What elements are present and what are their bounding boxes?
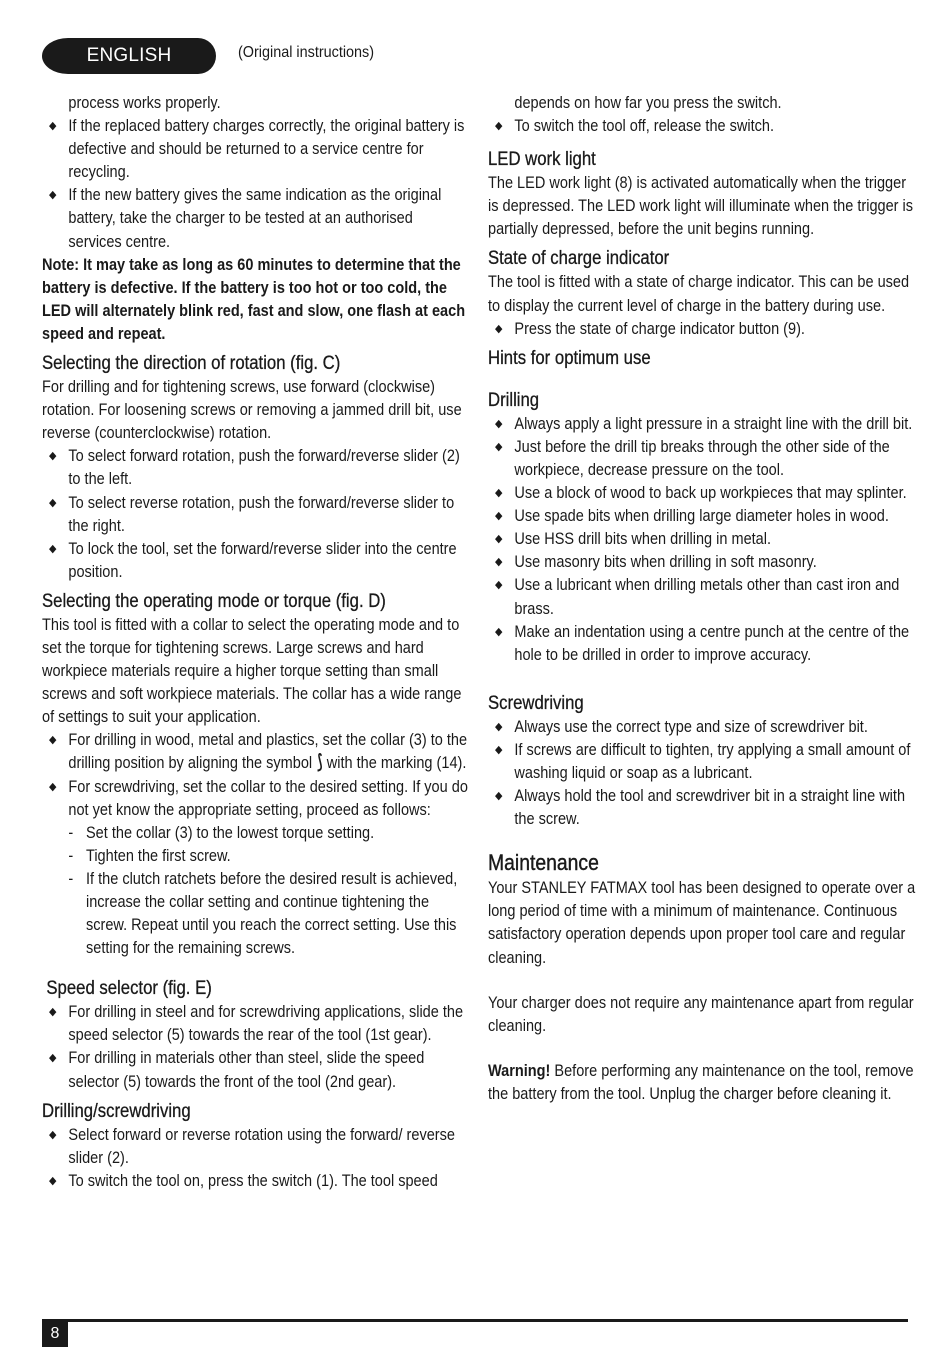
step-item: - Tighten the first screw. xyxy=(42,845,470,868)
drilling-list xyxy=(488,413,918,667)
drill-symbol-icon: ⟆ xyxy=(316,752,323,774)
switch-list xyxy=(488,115,918,138)
list-item: ◆ Just before the drill tip breaks through the other side of the workpiece, decrease pressure on the tool. xyxy=(495,437,890,479)
bullet-icon: ◆ xyxy=(495,579,503,592)
bullet-icon: ◆ xyxy=(495,322,503,335)
bullet-icon: ◆ xyxy=(49,1174,57,1187)
right-column xyxy=(488,92,918,1106)
list-item: ◆ Press the state of charge indicator button (9). xyxy=(488,318,918,341)
list-item: ◆ To switch the tool off, release the switch. xyxy=(488,115,918,138)
language-badge: ENGLISH xyxy=(42,38,216,74)
charge-heading: State of charge indicator xyxy=(488,248,670,270)
mode-text: This tool is fitted with a collar to select the operating mode and to set the torque for tightening screws. Large screws and hard workpiece materials require a higher torque setting than small screws and soft workpiece materials. The collar has a wide range of settings to suit your application. xyxy=(42,615,462,727)
bullet-icon: ◆ xyxy=(495,533,503,546)
bullet-icon: ◆ xyxy=(495,417,503,430)
hints-heading: Hints for optimum use xyxy=(488,347,651,369)
dash-icon: - xyxy=(68,823,74,842)
bullet-icon: ◆ xyxy=(495,487,503,500)
screwdriving-heading: Screwdriving xyxy=(488,692,584,714)
list-item: ◆ Always use the correct type and size of screwdriver bit. xyxy=(488,716,918,739)
led-heading: LED work light xyxy=(488,149,596,171)
bullet-icon: ◆ xyxy=(49,189,57,202)
dash-icon: - xyxy=(68,869,74,888)
maintenance-heading: Maintenance xyxy=(488,850,599,876)
led-text: The LED work light (8) is activated automatically when the trigger is depressed. The LED work light will illuminate when the trigger is partially depressed, before the unit begins running. xyxy=(488,174,914,239)
rotation-heading: Selecting the direction of rotation (fig. C) xyxy=(42,353,341,375)
bullet-icon: ◆ xyxy=(49,496,57,509)
bullet-icon: ◆ xyxy=(49,1128,57,1141)
bullet-icon: ◆ xyxy=(49,734,57,747)
bullet-icon: ◆ xyxy=(49,542,57,555)
dash-icon: - xyxy=(68,846,74,865)
list-item: ◆ Make an indentation using a centre punch at the centre of the hole to be drilled in order to improve accuracy. xyxy=(495,622,910,664)
continued-text: depends on how far you press the switch. xyxy=(514,94,782,112)
step-item: - Set the collar (3) to the lowest torque setting. xyxy=(42,822,470,845)
bullet-icon: ◆ xyxy=(495,120,503,133)
list-item: ◆ To switch the tool on, press the switch (1). The tool speed xyxy=(42,1170,470,1193)
bullet-icon: ◆ xyxy=(495,510,503,523)
left-column xyxy=(42,92,470,1193)
page-number: 8 xyxy=(42,1321,68,1347)
charger-maintenance-text: Your charger does not require any maintenance apart from regular cleaning. xyxy=(488,993,914,1035)
speed-list xyxy=(42,1001,470,1093)
list-item: ◆ For drilling in steel and for screwdriving applications, slide the speed selector (5) towards the rear of the tool (1st gear). xyxy=(49,1003,464,1045)
list-item: ◆ Always apply a light pressure in a straight line with the drill bit. xyxy=(488,413,918,436)
list-item: ◆ For drilling in materials other than steel, slide the speed selector (5) towards the front of the tool (2nd gear). xyxy=(49,1049,425,1091)
warning-text: Warning! Before performing any maintenance on the tool, remove the battery from the tool. Unplug the charger before cleaning it. xyxy=(488,1061,914,1103)
charge-list xyxy=(488,318,918,341)
bullet-icon: ◆ xyxy=(49,780,57,793)
bullet-icon: ◆ xyxy=(49,1052,57,1065)
drilling-screwdriving-heading: Drilling/screwdriving xyxy=(42,1100,191,1122)
step-item: - If the clutch ratchets before the desired result is achieved, increase the collar setting and continue tightening the screw. Repeat until you reach the correct setting. Use this setting for the remaining screws. xyxy=(68,869,458,958)
list-item: ◆ If the new battery gives the same indication as the original battery, take the charger to be tested at an authorised services centre. xyxy=(49,186,442,251)
speed-heading: Speed selector (fig. E) xyxy=(46,978,212,1000)
list-item: ◆ To lock the tool, set the forward/reverse slider into the centre position. xyxy=(49,539,457,581)
list-item: ◆ If the replaced battery charges correctly, the original battery is defective and should be returned to a service centre for recycling. xyxy=(49,117,465,182)
bullet-icon: ◆ xyxy=(495,556,503,569)
list-item: ◆ For screwdriving, set the collar to the desired setting. If you do not yet know the appropriate setting, proceed as follows: xyxy=(49,777,468,819)
list-item: ◆ Use a lubricant when drilling metals other than cast iron and brass. xyxy=(495,576,900,618)
footer-rule xyxy=(42,1319,908,1322)
list-item: ◆ If screws are difficult to tighten, try applying a small amount of washing liquid or soap as a lubricant. xyxy=(495,740,911,782)
charge-text: The tool is fitted with a state of charge indicator. This can be used to display the current level of charge in the battery during use. xyxy=(488,273,910,315)
list-item: ◆ For drilling in wood, metal and plastics, set the collar (3) to the drilling position by aligning the symbol ⟆ with the marking (14). xyxy=(49,731,468,774)
list-item: ◆ To select reverse rotation, push the forward/reverse slider to the right. xyxy=(49,493,455,535)
list-item: ◆ Use HSS drill bits when drilling in metal. xyxy=(488,528,918,551)
warning-label: Warning! xyxy=(488,1061,551,1080)
battery-test-list xyxy=(42,115,470,254)
drilling-screwdriving-list xyxy=(42,1124,470,1193)
bullet-icon: ◆ xyxy=(49,120,57,133)
list-item: ◆ Use spade bits when drilling large diameter holes in wood. xyxy=(488,505,918,528)
bullet-icon: ◆ xyxy=(495,720,503,733)
mode-heading: Selecting the operating mode or torque (fig. D) xyxy=(42,590,386,612)
bullet-icon: ◆ xyxy=(49,1006,57,1019)
continued-text: process works properly. xyxy=(68,94,221,112)
bullet-icon: ◆ xyxy=(495,790,503,803)
maintenance-text: Your STANLEY FATMAX tool has been designed to operate over a long period of time with a minimum of maintenance. Continuous satisfactory operation depends upon proper tool care and regular cleaning. xyxy=(488,879,916,967)
bullet-icon: ◆ xyxy=(495,440,503,453)
bullet-icon: ◆ xyxy=(495,625,503,638)
drilling-heading: Drilling xyxy=(488,389,540,411)
bullet-icon: ◆ xyxy=(495,743,503,756)
list-item: ◆ Always hold the tool and screwdriver bit in a straight line with the screw. xyxy=(495,787,906,829)
list-item: ◆ Use a block of wood to back up workpieces that may splinter. xyxy=(488,482,918,505)
rotation-list xyxy=(42,445,470,584)
original-instructions-note: (Original instructions) xyxy=(238,44,375,61)
list-item: ◆ To select forward rotation, push the forward/reverse slider (2) to the left. xyxy=(49,447,460,489)
battery-note: Note: It may take as long as 60 minutes to determine that the battery is defective. If the battery is too hot or too cold, the LED will alternately blink red, fast and slow, one flash at each speed and repeat. xyxy=(42,255,466,343)
rotation-text: For drilling and for tightening screws, use forward (clockwise) rotation. For loosening screws or removing a jammed drill bit, use reverse (counterclockwise) rotation. xyxy=(42,378,462,443)
bullet-icon: ◆ xyxy=(49,450,57,463)
mode-list xyxy=(42,729,470,960)
list-item: ◆ Use masonry bits when drilling in soft masonry. xyxy=(488,551,918,574)
list-item: ◆ Select forward or reverse rotation using the forward/ reverse slider (2). xyxy=(49,1125,455,1167)
screwdriving-list xyxy=(488,716,918,831)
